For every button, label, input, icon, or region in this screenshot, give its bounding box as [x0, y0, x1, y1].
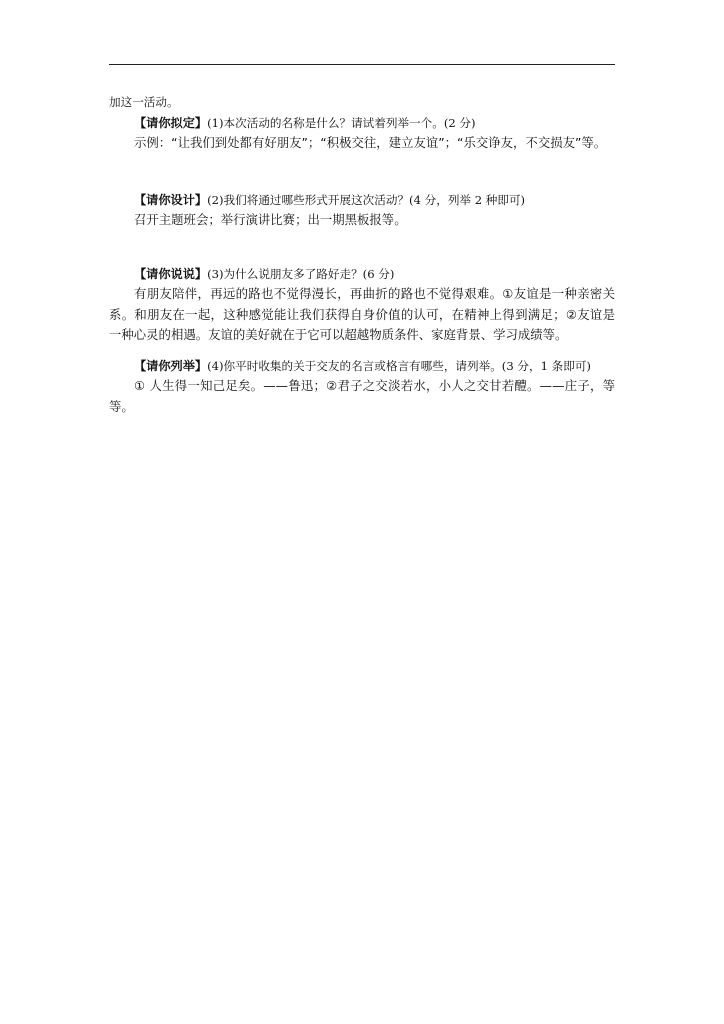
question-3-tag: 【请你说说】: [134, 266, 208, 281]
document-body: [109, 92, 615, 417]
answer-4: ① 人生得一知己足矣。——鲁迅；②君子之交淡若水，小人之交甘若醴。——庄子，等等。: [109, 378, 615, 414]
question-1: [109, 113, 615, 134]
answer-1: 示例：“让我们到处都有好朋友”；“积极交往，建立友谊”；“乐交诤友，不交损友”等。: [134, 135, 607, 150]
question-1-tag: 【请你拟定】: [134, 115, 208, 130]
question-4-text: (4)你平时收集的关于交友的名言或格言有哪些，请列举。(3 分，1 条即可): [207, 358, 591, 373]
answer-3: 有朋友陪伴，再远的路也不觉得漫长，再曲折的路也不觉得艰难。①友谊是一种亲密关系。和朋友在一起，这种感觉能让我们获得自身价值的认可，在精神上得到满足；②友谊是一种心灵的相遇。友谊的美好就在于它可以超越物质条件、家庭背景、学习成绩等。: [109, 286, 615, 342]
intro-line: 加这一活动。: [109, 95, 179, 109]
question-4-tag: 【请你列举】: [134, 358, 208, 373]
spacer: [109, 154, 615, 190]
question-2-tag: 【请你设计】: [134, 192, 208, 207]
spacer: [109, 231, 615, 264]
question-3-text: (3)为什么说朋友多了路好走？(6 分): [207, 266, 395, 281]
question-2: [109, 190, 615, 211]
question-4: [109, 356, 615, 377]
question-1-text: (1)本次活动的名称是什么？请试着列举一个。(2 分): [207, 115, 476, 130]
header-rule: [109, 64, 615, 65]
question-3: [109, 264, 615, 285]
answer-2: 召开主题班会；举行演讲比赛；出一期黑板报等。: [134, 212, 407, 227]
spacer: [109, 346, 615, 356]
question-2-text: (2)我们将通过哪些形式开展这次活动？(4 分，列举 2 种即可): [207, 192, 526, 207]
